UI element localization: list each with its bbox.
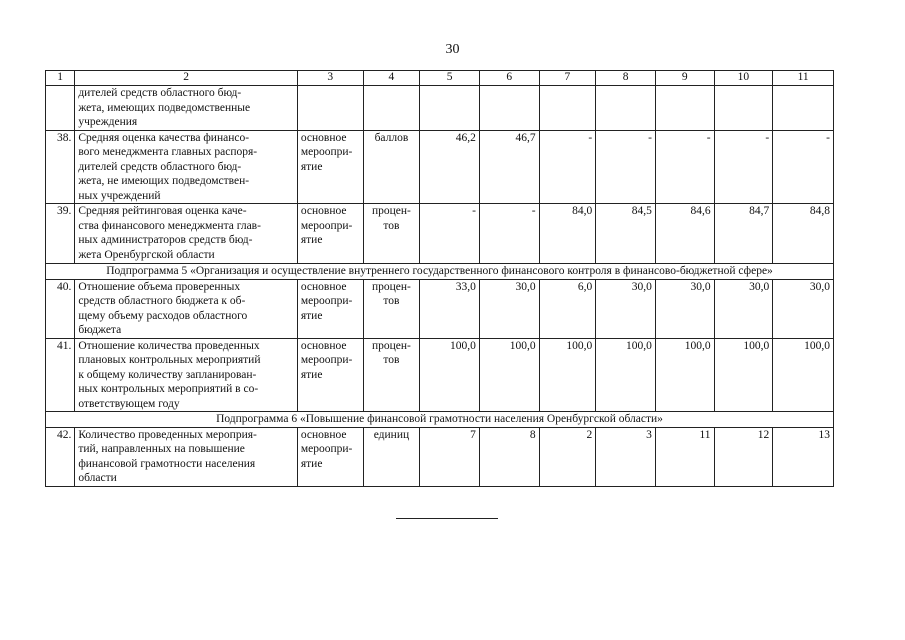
value-cell: 7 <box>420 427 480 486</box>
column-number-cell: 9 <box>655 71 714 86</box>
value-cell: 100,0 <box>596 338 656 412</box>
value-cell: 84,6 <box>655 204 714 264</box>
value-cell: 100,0 <box>655 338 714 412</box>
page-number: 30 <box>445 42 460 57</box>
subprogram-title: Подпрограмма 5 «Организация и осуществление внутреннего государственного финансового контроля в финансово-бюджетной сфере» <box>46 264 834 280</box>
footer-rule <box>396 518 498 519</box>
value-cell: 100,0 <box>714 338 773 412</box>
value-cell <box>479 86 539 131</box>
measure-type <box>297 86 363 131</box>
indicator-name: Средняя оценка качества финансо- вого менеджмента главных распоря- дителей средств областного бюд- жета, не имеющих подведомствен- ных учреждений <box>75 130 298 204</box>
unit: процен- тов <box>363 204 420 264</box>
unit <box>363 86 420 131</box>
row-number: 42. <box>46 427 75 486</box>
value-cell: - <box>596 130 656 204</box>
value-cell: 30,0 <box>596 279 656 338</box>
indicator-name: Отношение количества проведенных плановых контрольных мероприятий к общему количеству запланирован- ных контрольных мероприятий в со- ответствующем году <box>75 338 298 412</box>
value-cell: 100,0 <box>539 338 596 412</box>
value-cell: 84,7 <box>714 204 773 264</box>
unit: процен- тов <box>363 338 420 412</box>
value-cell: 100,0 <box>420 338 480 412</box>
subprogram-row <box>46 412 834 428</box>
value-cell: 6,0 <box>539 279 596 338</box>
indicator-name: Количество проведенных мероприя- тий, направленных на повышение финансовой грамотности населения области <box>75 427 298 486</box>
value-cell: - <box>479 204 539 264</box>
column-number-row <box>46 71 834 86</box>
table-row <box>46 279 834 338</box>
value-cell <box>714 86 773 131</box>
measure-type: основное мероопри- ятие <box>297 338 363 412</box>
value-cell <box>773 86 834 131</box>
value-cell: 12 <box>714 427 773 486</box>
measure-type: основное мероопри- ятие <box>297 130 363 204</box>
value-cell: 84,5 <box>596 204 656 264</box>
column-number-cell: 6 <box>479 71 539 86</box>
unit: процен- тов <box>363 279 420 338</box>
table-row <box>46 130 834 204</box>
measure-type: основное мероопри- ятие <box>297 204 363 264</box>
value-cell <box>596 86 656 131</box>
value-cell <box>420 86 480 131</box>
row-number <box>46 86 75 131</box>
column-number-cell: 2 <box>75 71 298 86</box>
table-row <box>46 427 834 486</box>
value-cell: 30,0 <box>655 279 714 338</box>
value-cell: 100,0 <box>773 338 834 412</box>
column-number-cell: 8 <box>596 71 656 86</box>
value-cell: - <box>655 130 714 204</box>
value-cell: - <box>420 204 480 264</box>
table-row <box>46 204 834 264</box>
value-cell <box>539 86 596 131</box>
value-cell: 84,8 <box>773 204 834 264</box>
value-cell: 46,7 <box>479 130 539 204</box>
subprogram-row <box>46 264 834 280</box>
column-number-cell: 7 <box>539 71 596 86</box>
value-cell: 11 <box>655 427 714 486</box>
value-cell: 33,0 <box>420 279 480 338</box>
value-cell: - <box>539 130 596 204</box>
table-row <box>46 86 834 131</box>
unit: баллов <box>363 130 420 204</box>
indicator-name: Средняя рейтинговая оценка каче- ства финансового менеджмента глав- ных администраторов средств бюд- жета Оренбургской области <box>75 204 298 264</box>
value-cell: 2 <box>539 427 596 486</box>
indicators-table <box>45 70 834 487</box>
value-cell <box>655 86 714 131</box>
value-cell: 30,0 <box>773 279 834 338</box>
value-cell: 13 <box>773 427 834 486</box>
measure-type: основное мероопри- ятие <box>297 279 363 338</box>
column-number-cell: 5 <box>420 71 480 86</box>
value-cell: 84,0 <box>539 204 596 264</box>
unit: единиц <box>363 427 420 486</box>
column-number-cell: 3 <box>297 71 363 86</box>
column-number-cell: 1 <box>46 71 75 86</box>
row-number: 40. <box>46 279 75 338</box>
indicator-name: Отношение объема проверенных средств областного бюджета к об- щему объему расходов областного бюджета <box>75 279 298 338</box>
value-cell: 8 <box>479 427 539 486</box>
value-cell: - <box>714 130 773 204</box>
column-number-cell: 11 <box>773 71 834 86</box>
value-cell: 46,2 <box>420 130 480 204</box>
value-cell: 3 <box>596 427 656 486</box>
column-number-cell: 10 <box>714 71 773 86</box>
value-cell: 30,0 <box>714 279 773 338</box>
row-number: 38. <box>46 130 75 204</box>
row-number: 39. <box>46 204 75 264</box>
value-cell: - <box>773 130 834 204</box>
value-cell: 30,0 <box>479 279 539 338</box>
value-cell: 100,0 <box>479 338 539 412</box>
subprogram-title: Подпрограмма 6 «Повышение финансовой грамотности населения Оренбургской области» <box>46 412 834 428</box>
column-number-cell: 4 <box>363 71 420 86</box>
measure-type: основное мероопри- ятие <box>297 427 363 486</box>
table-row <box>46 338 834 412</box>
row-number: 41. <box>46 338 75 412</box>
indicator-name: дителей средств областного бюд- жета, имеющих подведомственные учреждения <box>75 86 298 131</box>
